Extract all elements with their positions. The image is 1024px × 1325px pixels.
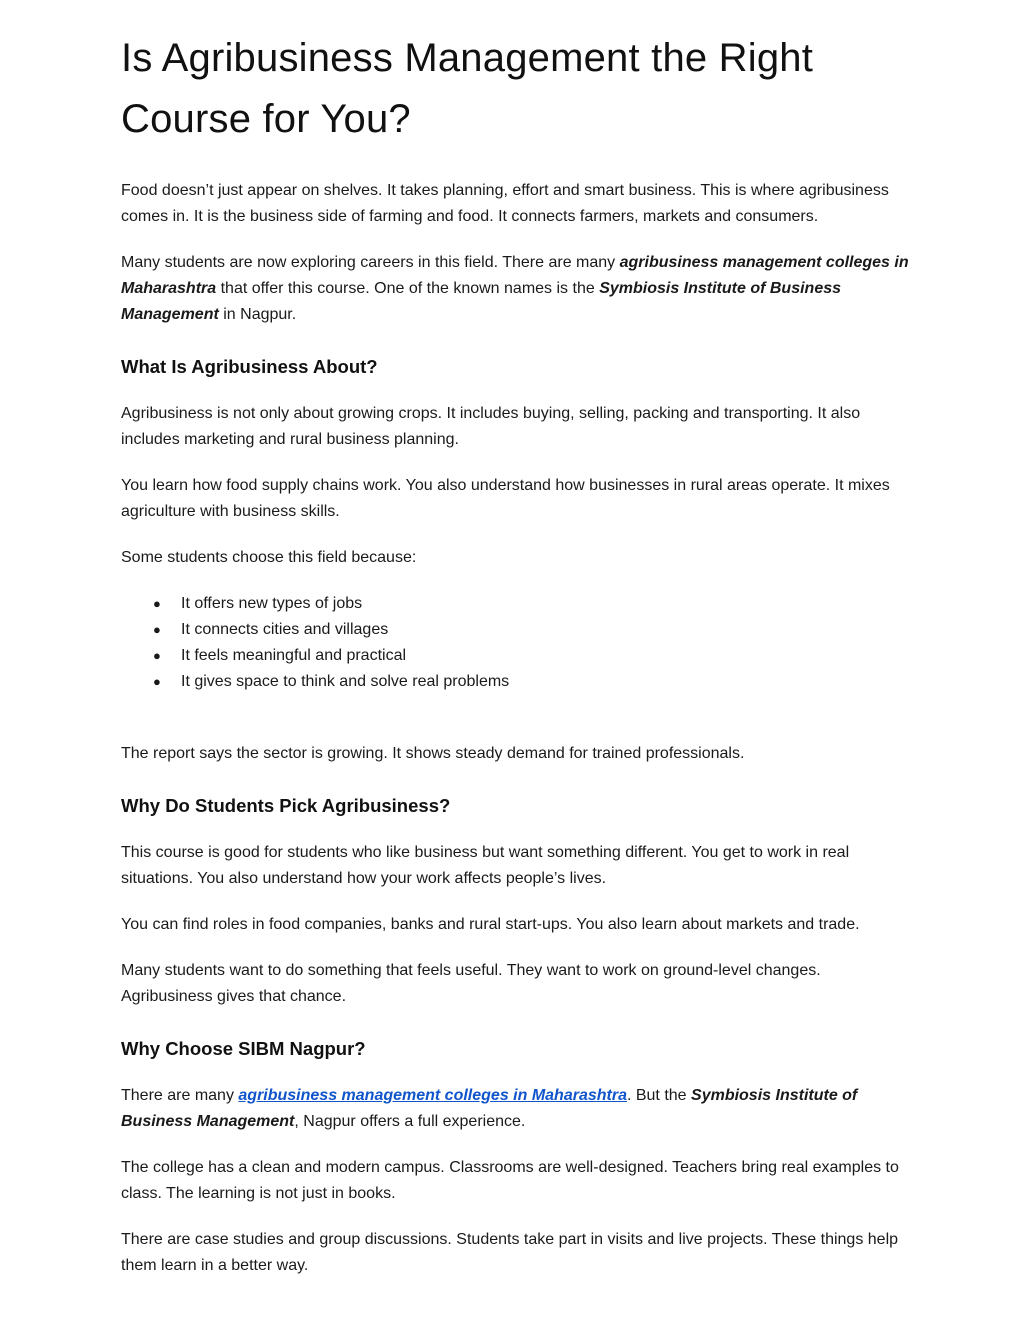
bullet-icon: ● (153, 648, 161, 663)
reasons-list (121, 591, 911, 695)
intro-p2-text-end: in Nagpur. (218, 306, 297, 323)
bullet-icon: ● (153, 674, 161, 689)
bullet-icon: ● (153, 622, 161, 637)
section-heading-why-students: Why Do Students Pick Agribusiness? (121, 795, 451, 816)
list-item-text: It offers new types of jobs (181, 595, 363, 612)
sibm-paragraph-1 (121, 1083, 911, 1135)
list-item (121, 669, 911, 695)
sibm-p1-text: There are many (121, 1087, 239, 1104)
bold-institute-name: Symbiosis Institute of Business Management (121, 1087, 858, 1130)
bold-institute-name: Symbiosis Institute of Business Management (121, 280, 842, 323)
page-title: Is Agribusiness Management the Right Course for You? (121, 36, 814, 141)
list-item-text: It gives space to think and solve real problems (181, 673, 510, 690)
sibm-paragraph-2: The college has a clean and modern campus. Classrooms are well-designed. Teachers bring real examples to class. The learning is not just in books. (121, 1159, 899, 1202)
sibm-p1-text-mid: . But the (626, 1087, 692, 1104)
list-item (121, 617, 911, 643)
about-paragraph-2: You learn how food supply chains work. You also understand how businesses in rural areas operate. It mixes agriculture with business skills. (121, 477, 890, 520)
why-students-paragraph-1: This course is good for students who like business but want something different. You get to work in real situations. You also understand how your work affects people’s lives. (121, 844, 850, 887)
about-paragraph-3: Some students choose this field because: (121, 549, 417, 566)
why-students-paragraph-3: Many students want to do something that feels useful. They want to work on ground-level changes. Agribusiness gives that chance. (121, 962, 821, 1005)
list-item (121, 591, 911, 617)
colleges-link[interactable]: agribusiness management colleges in Maharashtra (238, 1087, 627, 1104)
list-item-text: It connects cities and villages (181, 621, 389, 638)
intro-p2-text: Many students are now exploring careers in this field. There are many (121, 254, 620, 271)
about-paragraph-4: The report says the sector is growing. It shows steady demand for trained professionals. (121, 745, 745, 762)
document-page (121, 0, 911, 1279)
about-paragraph-1: Agribusiness is not only about growing crops. It includes buying, selling, packing and transporting. It also includes marketing and rural business planning. (121, 405, 861, 448)
section-heading-why-sibm: Why Choose SIBM Nagpur? (121, 1038, 366, 1059)
section-heading-about: What Is Agribusiness About? (121, 356, 378, 377)
list-item (121, 643, 911, 669)
list-item-text: It feels meaningful and practical (181, 647, 407, 664)
intro-p2-text-mid: that offer this course. One of the known names is the (216, 280, 600, 297)
bold-colleges-phrase: agribusiness management colleges in Maharashtra (121, 254, 909, 297)
sibm-p1-text-end: , Nagpur offers a full experience. (294, 1113, 526, 1130)
why-students-paragraph-2: You can find roles in food companies, banks and rural start-ups. You also learn about markets and trade. (121, 916, 860, 933)
intro-paragraph-1: Food doesn’t just appear on shelves. It takes planning, effort and smart business. This is where agribusiness comes in. It is the business side of farming and food. It connects farmers, markets and consumers. (121, 182, 889, 225)
intro-paragraph-2 (121, 250, 911, 328)
bullet-icon: ● (153, 596, 161, 611)
sibm-paragraph-3: There are case studies and group discussions. Students take part in visits and live projects. These things help them learn in a better way. (121, 1231, 899, 1274)
